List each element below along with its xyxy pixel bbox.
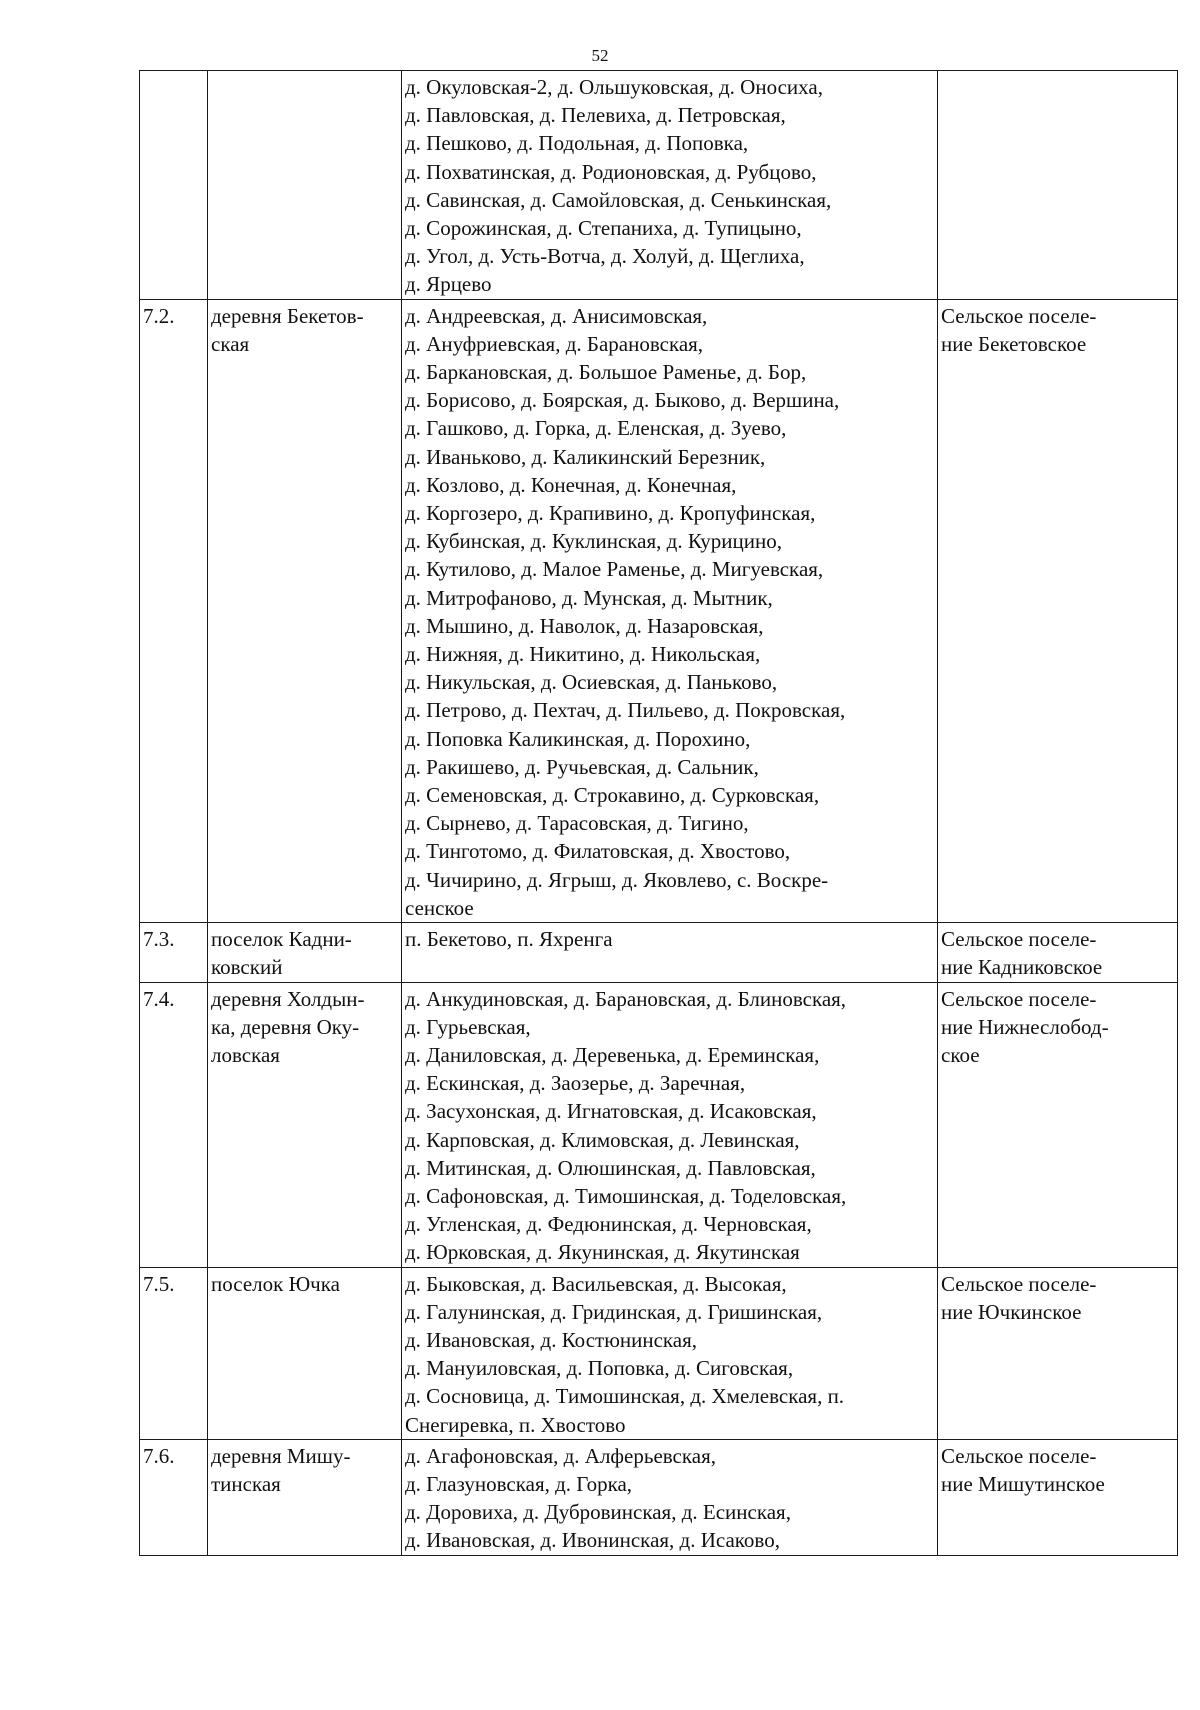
municipality-line: ние Мишутинское: [941, 1471, 1105, 1496]
row-number: 7.6.: [143, 1443, 175, 1468]
admin-center-line: ловская: [211, 1042, 280, 1067]
municipality-line: Сельское поселе-: [941, 927, 1097, 952]
settlements-table: [139, 70, 1178, 1556]
villages-line: д. Сосновица, д. Тимошинская, д. Хмелевская, п.: [405, 1384, 845, 1409]
villages-line: д. Митрофаново, д. Мунская, д. Мытник,: [405, 585, 773, 610]
villages-line: д. Доровиха, д. Дубровинская, д. Есинская,: [405, 1500, 791, 1525]
villages-line: д. Семеновская, д. Строкавино, д. Сурковская,: [405, 783, 820, 808]
villages-line: д. Нижняя, д. Никитино, д. Никольская,: [405, 642, 761, 667]
municipality-line: ние Бекетовское: [941, 331, 1087, 356]
villages-line: п. Бекетово, п. Яхренга: [405, 927, 613, 952]
municipality-line: Сельское поселе-: [941, 303, 1097, 328]
admin-center-line: ковский: [211, 955, 283, 980]
villages-line: д. Борисово, д. Боярская, д. Быково, д. Вершина,: [405, 388, 840, 413]
villages-line: д. Даниловская, д. Деревенька, д. Ереминская,: [405, 1042, 820, 1067]
municipality-line: ние Нижнеслобод-: [941, 1014, 1109, 1039]
villages-line: д. Кутилово, д. Малое Раменье, д. Мигуевская,: [405, 557, 824, 582]
admin-center-cell: [208, 982, 402, 1267]
row-number-cell: [140, 1267, 208, 1439]
admin-center-line: тинская: [211, 1471, 281, 1496]
municipality-line: Сельское поселе-: [941, 1443, 1097, 1468]
table-row: [140, 1267, 1178, 1439]
municipality-line: ское: [941, 1042, 980, 1067]
admin-center-line: поселок Ючка: [211, 1271, 340, 1296]
villages-line: д. Пешково, д. Подольная, д. Поповка,: [405, 131, 749, 156]
villages-line: д. Ивановская, д. Ивонинская, д. Исаково,: [405, 1528, 780, 1553]
villages-cell: [402, 1439, 938, 1555]
villages-line: д. Поповка Каликинская, д. Порохино,: [405, 726, 751, 751]
villages-line: д. Ракишево, д. Ручьевская, д. Сальник,: [405, 754, 759, 779]
municipality-cell: [938, 299, 1178, 922]
row-number: 7.4.: [143, 986, 175, 1011]
municipality-cell: [938, 982, 1178, 1267]
villages-cell: [402, 1267, 938, 1439]
row-number-cell: [140, 982, 208, 1267]
table-row: [140, 71, 1178, 300]
admin-center-cell: [208, 1439, 402, 1555]
admin-center-line: ская: [211, 331, 250, 356]
villages-line: д. Чичирино, д. Ягрыш, д. Яковлево, с. Воскре-: [405, 867, 829, 892]
admin-center-line: деревня Холдын-: [211, 986, 365, 1011]
villages-line: д. Анкудиновская, д. Барановская, д. Блиновская,: [405, 986, 847, 1011]
admin-center-line: деревня Бекетов-: [211, 303, 364, 328]
villages-line: д. Галунинская, д. Гридинская, д. Гришинская,: [405, 1299, 823, 1324]
villages-line: д. Ярцево: [405, 272, 492, 297]
villages-line: д. Окуловская-2, д. Ольшуковская, д. Оносиха,: [405, 75, 823, 99]
villages-line: д. Мышино, д. Наволок, д. Назаровская,: [405, 613, 764, 638]
page-number: 52: [591, 46, 609, 65]
villages-line: Снегиревка, п. Хвостово: [405, 1412, 626, 1437]
villages-line: д. Тинготомо, д. Филатовская, д. Хвостово,: [405, 839, 791, 864]
villages-line: д. Иваньково, д. Каликинский Березник,: [405, 444, 766, 469]
villages-line: д. Юрковская, д. Якунинская, д. Якутинская: [405, 1240, 800, 1265]
villages-line: д. Гурьевская,: [405, 1014, 531, 1039]
villages-line: д. Сырнево, д. Тарасовская, д. Тигино,: [405, 811, 749, 836]
row-number: 7.5.: [143, 1271, 175, 1296]
row-number-cell: [140, 923, 208, 982]
table-row: [140, 1439, 1178, 1555]
municipality-cell: [938, 1267, 1178, 1439]
villages-line: д. Митинская, д. Олюшинская, д. Павловская,: [405, 1155, 816, 1180]
villages-line: д. Быковская, д. Васильевская, д. Высокая,: [405, 1271, 787, 1296]
admin-center-cell: [208, 923, 402, 982]
municipality-line: ние Ючкинское: [941, 1299, 1082, 1324]
villages-line: д. Гашково, д. Горка, д. Еленская, д. Зуево,: [405, 416, 787, 441]
admin-center-line: деревня Мишу-: [211, 1443, 351, 1468]
row-number-cell: [140, 1439, 208, 1555]
villages-line: д. Ескинская, д. Заозерье, д. Заречная,: [405, 1071, 746, 1096]
municipality-cell: [938, 1439, 1178, 1555]
villages-line: д. Похватинская, д. Родионовская, д. Рубцово,: [405, 159, 817, 184]
admin-center-line: ка, деревня Оку-: [211, 1014, 360, 1039]
municipality-cell: [938, 923, 1178, 982]
villages-line: д. Ивановская, д. Костюнинская,: [405, 1327, 698, 1352]
villages-line: д. Никульская, д. Осиевская, д. Паньково,: [405, 670, 778, 695]
villages-line: д. Баркановская, д. Большое Раменье, д. Бор,: [405, 360, 807, 385]
villages-line: д. Глазуновская, д. Горка,: [405, 1471, 633, 1496]
villages-line: д. Сафоновская, д. Тимошинская, д. Тоделовская,: [405, 1183, 847, 1208]
villages-cell: [402, 71, 938, 300]
villages-line: д. Козлово, д. Конечная, д. Конечная,: [405, 472, 737, 497]
table-row: [140, 982, 1178, 1267]
villages-line: д. Угол, д. Усть-Вотча, д. Холуй, д. Щеглиха,: [405, 244, 805, 269]
villages-line: д. Мануиловская, д. Поповка, д. Сиговская,: [405, 1356, 794, 1381]
municipality-line: Сельское поселе-: [941, 986, 1097, 1011]
row-number-cell: [140, 71, 208, 300]
villages-line: д. Засухонская, д. Игнатовская, д. Исаковская,: [405, 1099, 817, 1124]
admin-center-cell: [208, 299, 402, 922]
row-number: 7.3.: [143, 927, 175, 952]
villages-line: д. Павловская, д. Пелевиха, д. Петровская,: [405, 103, 786, 128]
villages-line: д. Агафоновская, д. Алферьевская,: [405, 1443, 716, 1468]
villages-line: д. Карповская, д. Климовская, д. Левинская,: [405, 1127, 800, 1152]
villages-line: д. Андреевская, д. Анисимовская,: [405, 303, 708, 328]
row-number: 7.2.: [143, 303, 175, 328]
row-number-cell: [140, 299, 208, 922]
municipality-cell: [938, 71, 1178, 300]
villages-line: сенское: [405, 895, 474, 920]
villages-cell: [402, 923, 938, 982]
admin-center-cell: [208, 71, 402, 300]
municipality-line: Сельское поселе-: [941, 1271, 1097, 1296]
admin-center-line: поселок Кадни-: [211, 927, 352, 952]
villages-line: д. Савинская, д. Самойловская, д. Сенькинская,: [405, 187, 832, 212]
villages-line: д. Коргозеро, д. Крапивино, д. Кропуфинская,: [405, 501, 816, 526]
villages-line: д. Ануфриевская, д. Барановская,: [405, 331, 704, 356]
municipality-line: ние Кадниковское: [941, 955, 1103, 980]
table-row: [140, 299, 1178, 922]
villages-line: д. Кубинская, д. Куклинская, д. Курицино,: [405, 529, 782, 554]
villages-line: д. Петрово, д. Пехтач, д. Пильево, д. Покровская,: [405, 698, 846, 723]
table-row: [140, 923, 1178, 982]
table-body: [140, 71, 1178, 1556]
villages-line: д. Сорожинская, д. Степаниха, д. Тупицыно,: [405, 216, 802, 241]
villages-line: д. Угленская, д. Федюнинская, д. Черновская,: [405, 1212, 812, 1237]
villages-cell: [402, 299, 938, 922]
admin-center-cell: [208, 1267, 402, 1439]
villages-cell: [402, 982, 938, 1267]
